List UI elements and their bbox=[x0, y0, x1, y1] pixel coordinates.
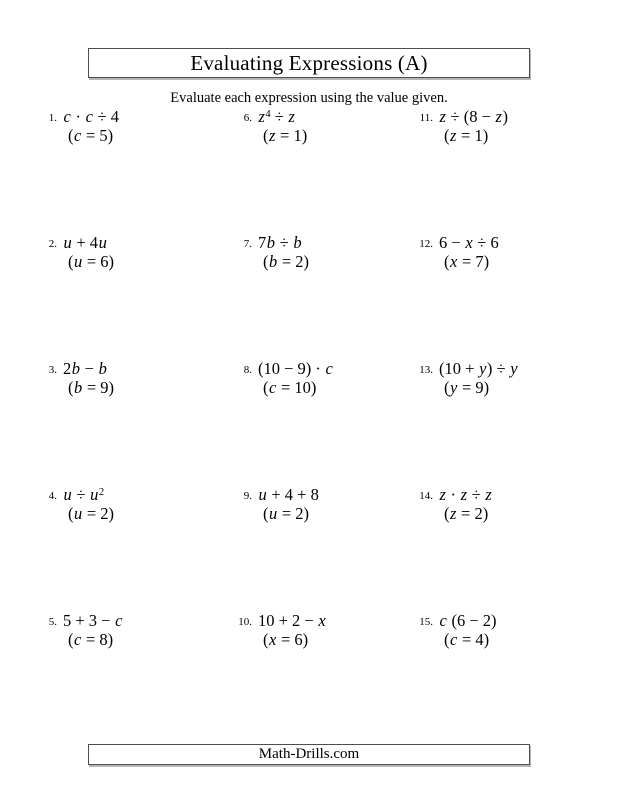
problem-item-7 bbox=[228, 234, 409, 360]
problem-expression: u + 4u bbox=[63, 233, 107, 252]
problem-item-15 bbox=[409, 612, 585, 738]
problem-expression: z · z ÷ z bbox=[439, 485, 492, 504]
problem-item-1 bbox=[33, 108, 228, 234]
problem-item-14 bbox=[409, 486, 585, 612]
problem-given-value: (x = 6) bbox=[263, 630, 309, 649]
problem-given-value: (y = 9) bbox=[444, 378, 490, 397]
problem-body bbox=[258, 612, 326, 649]
problem-expression: c · c ÷ 4 bbox=[63, 107, 119, 126]
problem-body bbox=[439, 612, 497, 649]
problem-expression: 5 + 3 − c bbox=[63, 611, 123, 630]
problem-given-value: (u = 2) bbox=[68, 504, 115, 523]
problems-grid bbox=[33, 108, 585, 738]
problem-body bbox=[258, 234, 309, 271]
problem-item-6 bbox=[228, 108, 409, 234]
problem-expression: (10 + y) ÷ y bbox=[439, 359, 518, 378]
problem-item-3 bbox=[33, 360, 228, 486]
problem-item-13 bbox=[409, 360, 585, 486]
problem-expression: u + 4 + 8 bbox=[258, 485, 319, 504]
problem-item-10 bbox=[228, 612, 409, 738]
problem-body bbox=[63, 360, 114, 397]
problem-expression: 7b ÷ b bbox=[258, 233, 302, 252]
problem-item-8 bbox=[228, 360, 409, 486]
problem-item-2 bbox=[33, 234, 228, 360]
problem-given-value: (u = 6) bbox=[68, 252, 115, 271]
problem-given-value: (z = 1) bbox=[444, 126, 489, 145]
problem-number: 10. bbox=[238, 615, 252, 628]
problem-item-12 bbox=[409, 234, 585, 360]
problem-given-value: (z = 2) bbox=[444, 504, 489, 523]
problem-given-value: (c = 5) bbox=[68, 126, 114, 145]
problem-item-11 bbox=[409, 108, 585, 234]
problem-number: 13. bbox=[419, 363, 433, 376]
problem-body bbox=[439, 360, 518, 397]
problem-number: 11. bbox=[419, 111, 433, 124]
footer-box bbox=[88, 744, 530, 765]
problem-number: 9. bbox=[243, 489, 252, 502]
problem-given-value: (u = 2) bbox=[263, 504, 310, 523]
problem-number: 15. bbox=[419, 615, 433, 628]
problem-item-9 bbox=[228, 486, 409, 612]
problem-number: 2. bbox=[48, 237, 57, 250]
problem-number: 5. bbox=[48, 615, 57, 628]
problem-body bbox=[439, 234, 499, 271]
problem-body bbox=[258, 486, 319, 523]
problem-body bbox=[63, 486, 114, 523]
problem-item-4 bbox=[33, 486, 228, 612]
problem-given-value: (b = 2) bbox=[263, 252, 310, 271]
problem-number: 8. bbox=[243, 363, 252, 376]
problem-number: 7. bbox=[243, 237, 252, 250]
problem-expression: 2b − b bbox=[63, 359, 107, 378]
title-box bbox=[88, 48, 530, 78]
problem-number: 1. bbox=[48, 111, 57, 124]
problem-body bbox=[63, 234, 114, 271]
problem-body bbox=[439, 108, 508, 145]
problem-expression: 10 + 2 − x bbox=[258, 611, 326, 630]
problem-number: 14. bbox=[419, 489, 433, 502]
problem-body bbox=[258, 108, 307, 145]
problem-number: 3. bbox=[48, 363, 57, 376]
problem-item-5 bbox=[33, 612, 228, 738]
problem-expression: 6 − x ÷ 6 bbox=[439, 233, 499, 252]
problem-number: 6. bbox=[243, 111, 252, 124]
problem-number: 12. bbox=[419, 237, 433, 250]
problem-body bbox=[63, 108, 119, 145]
problem-given-value: (z = 1) bbox=[263, 126, 308, 145]
instructions-text: Evaluate each expression using the value given. bbox=[170, 90, 448, 106]
problem-expression: $u \div u^2$ bbox=[63, 485, 105, 504]
worksheet-title: Evaluating Expressions (A) bbox=[190, 50, 428, 75]
problem-number: 4. bbox=[48, 489, 57, 502]
problem-body bbox=[258, 360, 333, 397]
problem-expression: (10 − 9) · c bbox=[258, 359, 333, 378]
problem-expression: c (6 − 2) bbox=[439, 611, 497, 630]
footer-brand: Math-Drills.com bbox=[258, 746, 360, 762]
problem-body bbox=[439, 486, 492, 523]
problem-given-value: (c = 8) bbox=[68, 630, 114, 649]
problem-given-value: (c = 10) bbox=[263, 378, 317, 397]
problem-expression: z ÷ (8 − z) bbox=[439, 107, 508, 126]
problem-given-value: (c = 4) bbox=[444, 630, 490, 649]
problem-given-value: (b = 9) bbox=[68, 378, 115, 397]
problem-given-value: (x = 7) bbox=[444, 252, 490, 271]
problem-expression: $z^4 \div z$ bbox=[258, 107, 295, 126]
problem-body bbox=[63, 612, 123, 649]
